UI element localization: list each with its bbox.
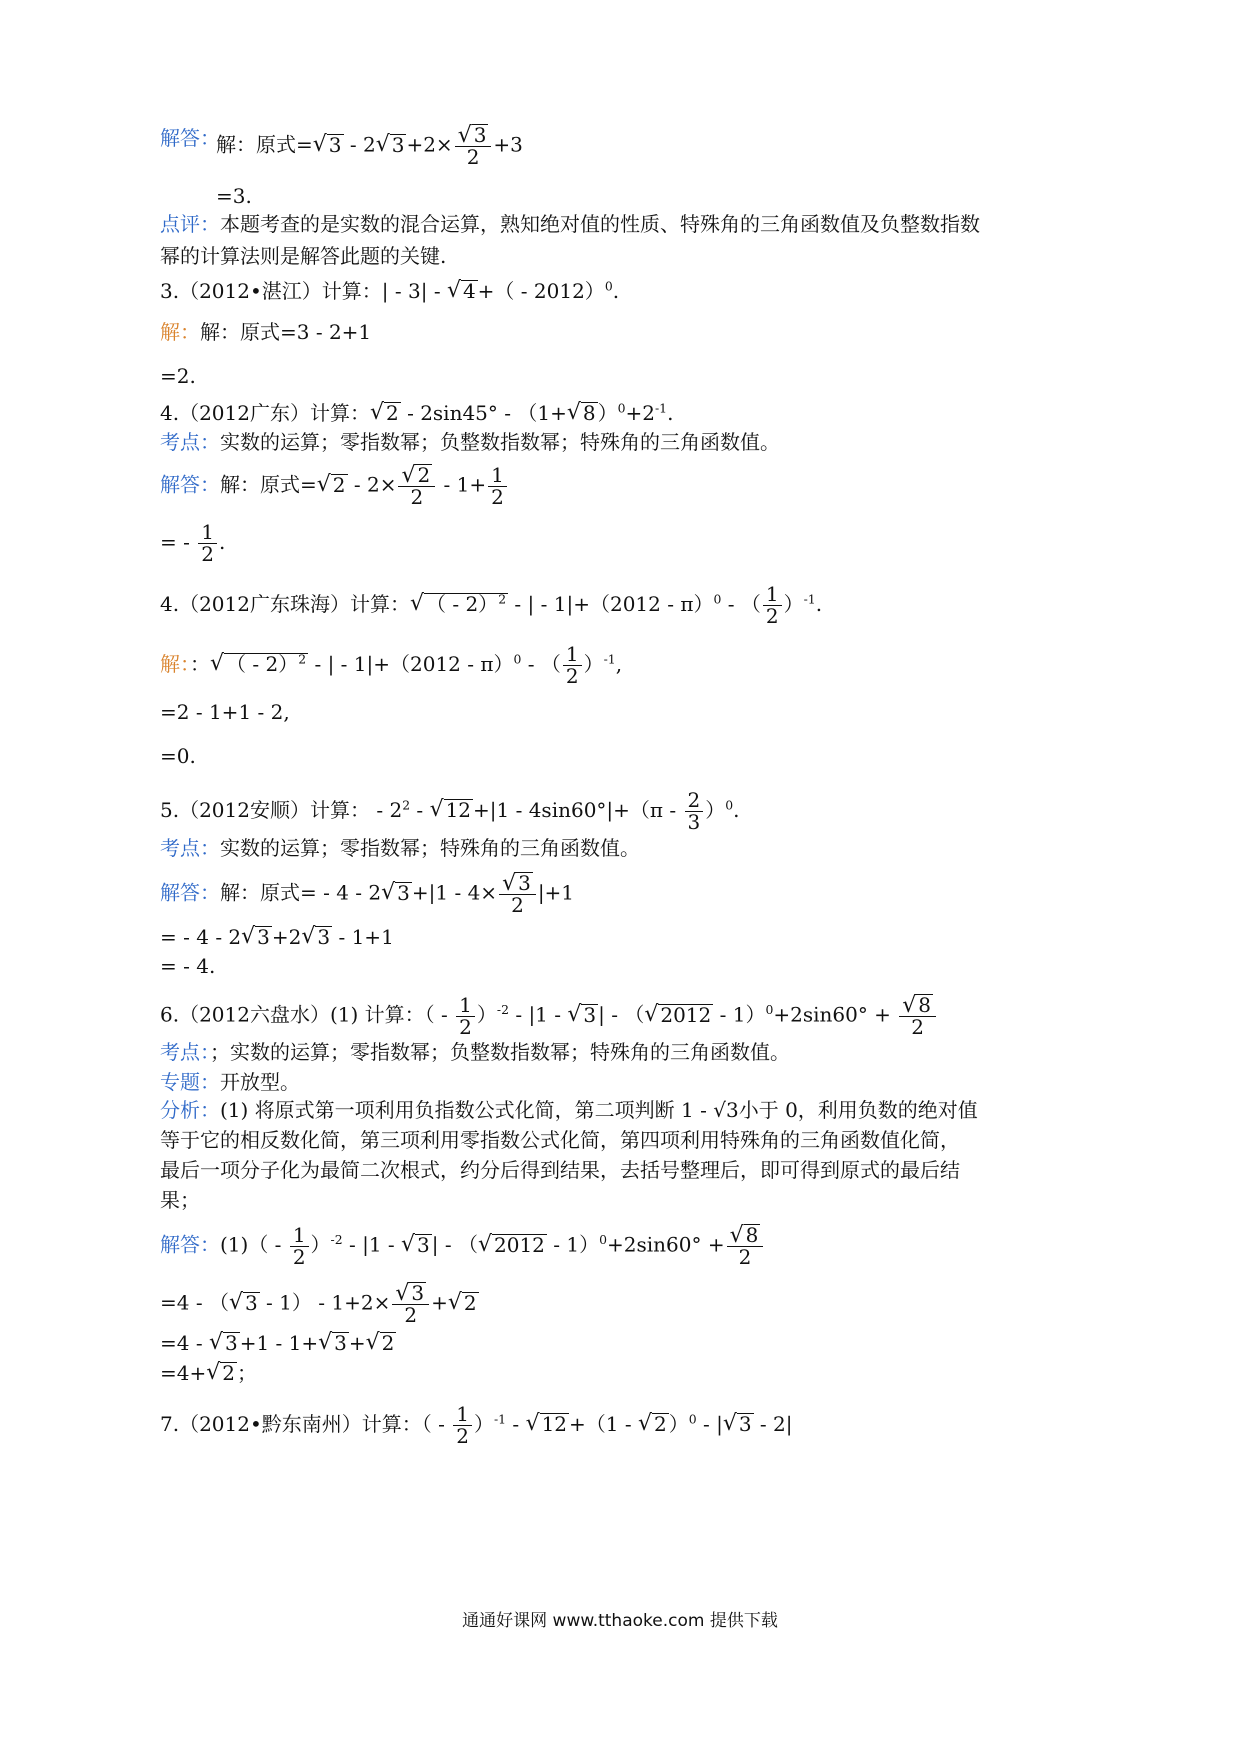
q6-fenxi-1: 分析：(1) 将原式第一项利用负指数公式化简，第二项判断 1 - √3小于 0，利用负数的绝对值	[160, 1098, 978, 1122]
question-6: 6.（2012六盘水）(1) 计算：（ - $\frac{1}{2}$ ）$^{-2}$ - |1 - √ 3 | - （√ 2012 - 1）$^0$+2sin60° + √ $\frac{8}{2}$	[160, 994, 938, 1038]
question-3: 3.（2012•湛江）计算：| - 3| - √ 4 +（ - 2012）$^0$.	[160, 280, 619, 301]
result-line: =3.	[216, 184, 252, 208]
question-7: 7.（2012•黔东南州）计算：（ - $\frac{1}{2}$ ）$^{-1}$ - √ 12 +（1 - √ 2 ）$^0$ - |√ 3 - 2|	[160, 1404, 793, 1447]
solution-line: 解：原式=√ 3 - 2√ 3 +2× √ $\frac{3}{2}$ +3	[216, 124, 523, 168]
q5-kaodian: 考点：实数的运算；零指数幂；特殊角的三角函数值。	[160, 836, 640, 860]
q6-fenxi-3: 最后一项分子化为最简二次根式，约分后得到结果，去括号整理后，即可得到原式的最后结	[160, 1158, 960, 1182]
question-5: 5.（2012安顺）计算： - $2^2$ - √ 12 +|1 - 4sin60°|+（π - $\frac{2}{3}$ ）$^0$.	[160, 790, 740, 833]
q4b-line3: =0.	[160, 744, 196, 768]
q3-result: =2.	[160, 364, 196, 388]
question-4b: 4.（2012广东珠海）计算：√ （ - 2）$^2$ - | - 1|+（2012 - π）$^0$ - （ $\frac{1}{2}$ ）$^{-1}$.	[160, 584, 822, 627]
q4b-line2: =2 - 1+1 - 2,	[160, 700, 290, 724]
q3-solution: 解：解：原式=3 - 2+1	[160, 320, 372, 344]
q6-line2: =4 - （√ 3 - 1） - 1+2× √ $\frac{3}{2}$ +√ 2	[160, 1282, 479, 1326]
q6-line4: =4+√ 2 ；	[160, 1362, 257, 1383]
q4a-kaodian: 考点：实数的运算；零指数幂；负整数指数幂；特殊角的三角函数值。	[160, 430, 780, 454]
q6-solution: 解答：(1)（ - $\frac{1}{2}$ ）$^{-2}$ - |1 - √ 3 | - （√ 2012 - 1）$^0$+2sin60° + √ $\frac{8}{2}$	[160, 1224, 765, 1268]
q5-solution: 解答：解：原式= - 4 - 2√ 3 +|1 - 4× √ $\frac{3}{2}$ |+1	[160, 872, 574, 916]
answer-label: 解答：	[160, 126, 220, 150]
comment-line-2: 幂的计算法则是解答此题的关键.	[160, 244, 447, 268]
q6-fenxi-4: 果；	[160, 1188, 200, 1212]
q6-fenxi-2: 等于它的相反数化简，第三项利用零指数公式化简，第四项利用特殊角的三角函数值化简，	[160, 1128, 960, 1152]
q4b-solution: 解：：√ （ - 2）$^2$ - | - 1|+（2012 - π）$^0$ - （ $\frac{1}{2}$ ）$^{-1}$,	[160, 644, 622, 687]
q6-line3: =4 - √ 3 +1 - 1+√ 3 +√ 2	[160, 1332, 396, 1353]
q4a-result: = - $\frac{1}{2}$ .	[160, 520, 226, 566]
question-4a: 4.（2012广东）计算：√ 2 - 2sin45° - （1+√ 8 ）$^0+2^{-1}$.	[160, 402, 673, 423]
q6-kaodian: 考点：；实数的运算；零指数幂；负整数指数幂；特殊角的三角函数值。	[160, 1040, 790, 1064]
footer-text: 通通好课网 www.tthaoke.com 提供下载	[462, 1611, 778, 1631]
q4a-solution: 解答：解：原式=√ 2 - 2× √ $\frac{2}{2}$ - 1+ $\frac{1}{2}$	[160, 464, 509, 508]
q5-line2: = - 4 - 2√ 3 +2√ 3 - 1+1	[160, 926, 394, 947]
comment-line: 点评：本题考查的是实数的混合运算，熟知绝对值的性质、特殊角的三角函数值及负整数指数	[160, 212, 980, 236]
q5-line3: = - 4.	[160, 954, 216, 978]
q6-zhuanti: 专题：开放型。	[160, 1070, 300, 1094]
